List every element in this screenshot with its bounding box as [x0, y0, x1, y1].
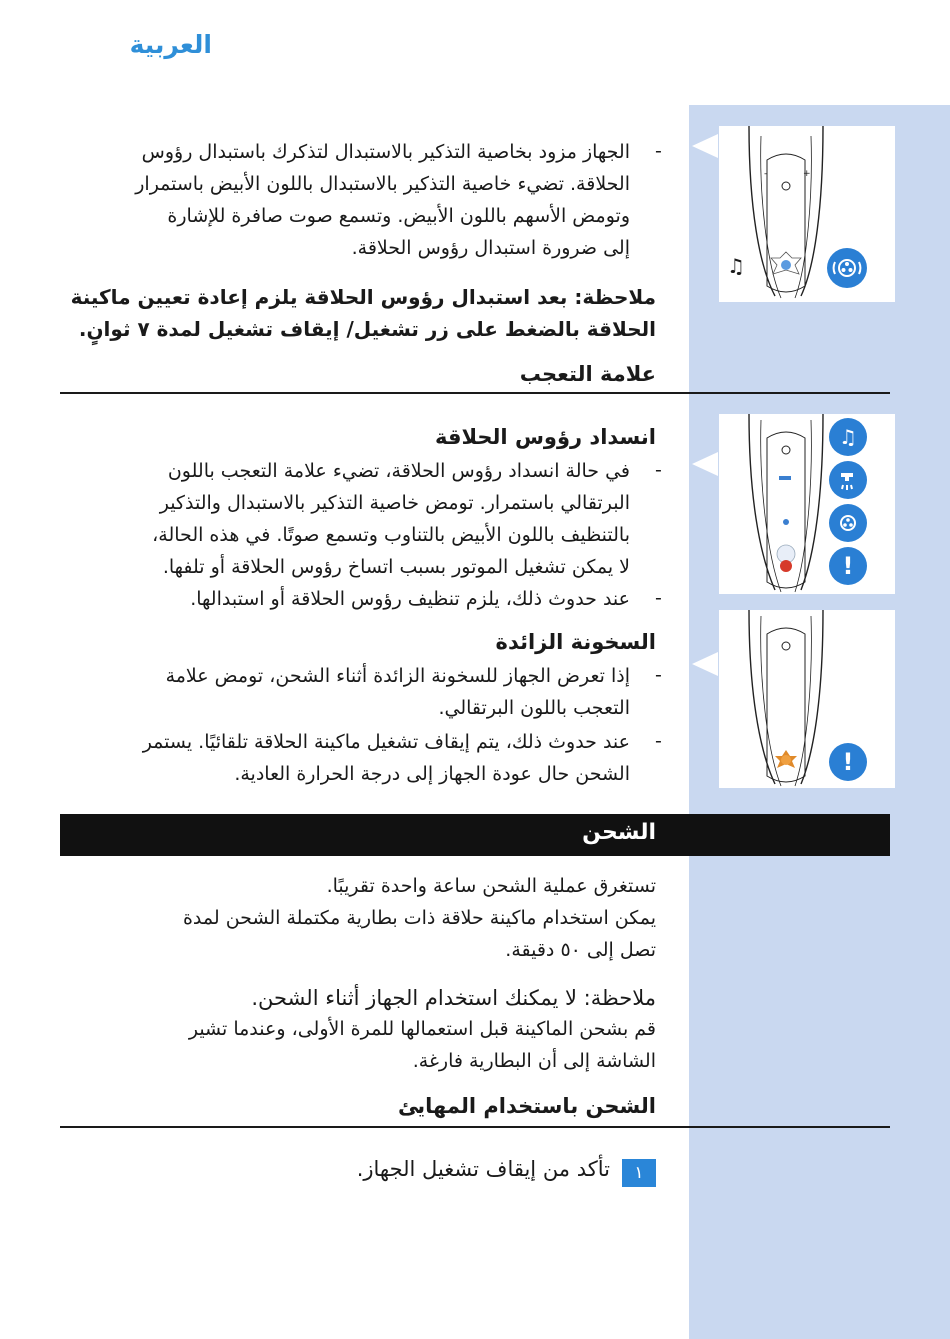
charging-paragraph-3: قم بشحن الماكينة قبل استعمالها للمرة الأولى، وعندما تشير الشاشة إلى أن البطارية فارغة. — [188, 1018, 656, 1072]
replace-heads-icon — [827, 248, 867, 288]
blocked-bullet-1: في حالة انسداد رؤوس الحلاقة، تضيء علامة التعجب باللون البرتقالي باستمرار. تومض خاصية التذكير بالاستبدال والتذكير بالتنظيف باللون الأبيض بالتناوب وتسمع صوتًا. في هذه الحالة، لا يمكن تشغيل الموتور بسبب اتساخ رؤوس الحلاقة أو تلفها. — [152, 460, 630, 578]
figure-blocked-heads — [719, 414, 895, 594]
charging-section-band — [60, 814, 890, 856]
language-heading: العربية — [129, 30, 212, 59]
reminder-note: ملاحظة: بعد استبدال رؤوس الحلاقة يلزم إعادة تعيين ماكينة الحلاقة بالضغط على زر تشغيل/ إيقاف تشغيل لمدة ٧ ثوانٍ. — [70, 285, 656, 341]
reminder-bullet-text: الجهاز مزود بخاصية التذكير بالاستبدال لتذكرك باستبدال رؤوس الحلاقة. تضيء خاصية التذكير بالاستبدال باللون الأبيض باستمرار وتومض الأسهم باللون الأبيض. وتسمع صوت صافرة للإشارة إلى ضرورة استبدال رؤوس الحلاقة. — [135, 141, 630, 259]
adapter-section-title: الشحن باستخدام المهايئ — [398, 1094, 656, 1118]
exclamation-icon: ! — [829, 547, 867, 585]
bullet-dash: - — [655, 587, 662, 609]
step-number: ١ — [622, 1159, 656, 1187]
shaver-illustration — [719, 610, 895, 788]
charging-paragraph-1: تستغرق عملية الشحن ساعة واحدة تقريبًا. — [326, 875, 656, 897]
figure-pointer — [692, 452, 718, 476]
overheating-heading: السخونة الزائدة — [495, 630, 656, 654]
sound-icon: ♫ — [727, 254, 745, 278]
charging-note: ملاحظة: لا يمكنك استخدام الجهاز أثناء الشحن. — [251, 986, 656, 1010]
svg-text:-: - — [764, 169, 768, 179]
bullet-dash: - — [655, 459, 662, 481]
step-text: تأكد من إيقاف تشغيل الجهاز. — [356, 1157, 610, 1181]
shaver-illustration — [719, 126, 895, 302]
bullet-dash: - — [655, 664, 662, 686]
charging-paragraph-2: يمكن استخدام ماكينة حلاقة ذات بطارية مكتملة الشحن لمدة تصل إلى ٥٠ دقيقة. — [182, 907, 656, 961]
bullet-dash: - — [655, 140, 662, 162]
section-divider — [60, 1126, 890, 1128]
overheat-bullet-1: إذا تعرض الجهاز للسخونة الزائدة أثناء الشحن، تومض علامة التعجب باللون البرتقالي. — [165, 665, 630, 719]
bullet-dash: - — [655, 730, 662, 752]
figure-overheating — [719, 610, 895, 788]
exclamation-icon: ! — [829, 743, 867, 781]
clean-icon — [829, 461, 867, 499]
overheat-bullet-2: عند حدوث ذلك، يتم إيقاف تشغيل ماكينة الحلاقة تلقائيًا. يستمر الشحن حال عودة الجهاز إلى درجة الحرارة العادية. — [142, 731, 630, 785]
figure-pointer — [692, 652, 718, 676]
charging-title: الشحن — [582, 820, 656, 845]
sound-icon: ♫ — [829, 418, 867, 456]
replace-heads-icon — [829, 504, 867, 542]
figure-replacement-reminder — [719, 126, 895, 302]
blocked-bullet-2: عند حدوث ذلك، يلزم تنظيف رؤوس الحلاقة أو استبدالها. — [190, 588, 630, 610]
figure-pointer — [692, 134, 718, 158]
exclamation-section-title: علامة التعجب — [519, 362, 656, 386]
svg-text:+: + — [803, 169, 811, 179]
section-divider — [60, 392, 890, 394]
shaver-illustration — [719, 414, 895, 594]
blocked-heads-heading: انسداد رؤوس الحلاقة — [434, 425, 656, 449]
